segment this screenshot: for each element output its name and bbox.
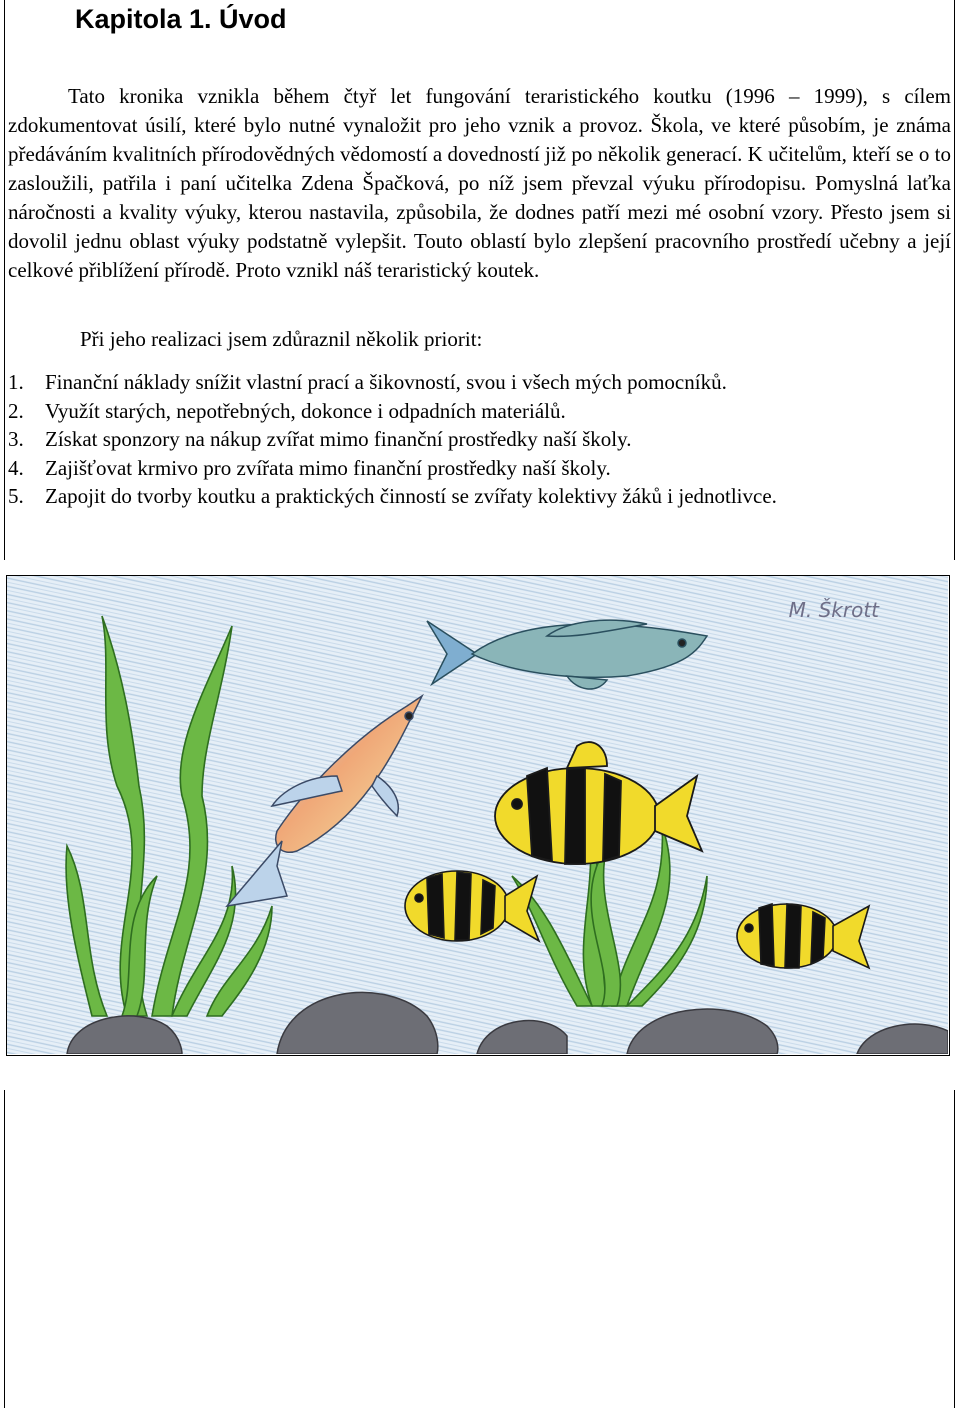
list-item-number: 5. — [8, 484, 24, 508]
list-item — [8, 397, 777, 426]
aquarium-illustration — [7, 576, 948, 1054]
chapter-title: Kapitola 1. Úvod — [75, 4, 287, 34]
artist-signature: M. Škrott — [788, 598, 879, 622]
page-right-border-lower — [954, 1090, 955, 1408]
water-background — [7, 576, 948, 1054]
list-item — [8, 454, 777, 483]
intro-paragraph — [8, 82, 951, 285]
list-item — [8, 425, 777, 454]
list-item-text: Zajišťovat krmivo pro zvířata mimo finanční prostředky naší školy. — [45, 455, 611, 480]
page-left-border — [4, 0, 5, 560]
list-item-number: 1. — [8, 370, 24, 394]
list-item-text: Zapojit do tvorby koutku a praktických činností se zvířaty kolektivy žáků i jednotlivce. — [45, 484, 777, 508]
list-item-number: 4. — [8, 455, 24, 480]
list-item-text: Finanční náklady snížit vlastní prací a šikovností, svou i všech mých pomocníků. — [45, 370, 727, 394]
priorities-list — [8, 368, 777, 511]
list-item-number: 2. — [8, 398, 24, 423]
page-left-border-lower — [4, 1090, 5, 1408]
list-item-text: Získat sponzory na nákup zvířat mimo finanční prostředky naší školy. — [45, 427, 632, 451]
list-item-text: Využít starých, nepotřebných, dokonce i odpadních materiálů. — [45, 398, 566, 423]
list-item — [8, 482, 777, 511]
aquarium-drawing — [6, 575, 950, 1056]
list-item-number: 3. — [8, 427, 24, 451]
intro-paragraph-text: Tato kronika vznikla během čtyř let fungování teraristického koutku (1996 – 1999), s cílem zdokumentovat úsilí, které bylo nutné vynaložit pro jeho vznik a provoz. Škola, ve které působím, je známa předáváním kvalitních přírodovědných vědomostí a dovedností již po několik generací. K učitelům, kteří se o to zasloužili, patřila i paní učitelka Zdena Špačková, po níž jsem převzal výuku přírodopisu. Pomyslná laťka náročnosti a kvality výuky, kterou nastavila, způsobila, že dodnes patří mezi mé osobní vzory. Přesto jsem si dovolil jednu oblast výuky podstatně vylepšit. Touto oblastí bylo zlepšení pracovního prostředí učebny a její celkové přiblížení přírodě. Proto vznikl náš teraristický koutek. — [8, 84, 951, 282]
priorities-lead: Při jeho realizaci jsem zdůraznil několik priorit: — [80, 327, 483, 351]
list-item — [8, 368, 777, 397]
page-right-border — [954, 0, 955, 560]
